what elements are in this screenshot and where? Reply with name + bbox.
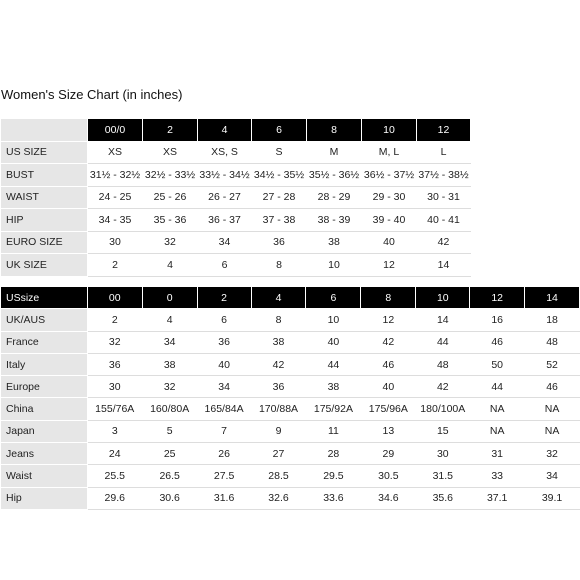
table-row bbox=[1, 398, 580, 420]
table-cell: XS, S bbox=[198, 141, 252, 164]
row-label: HIP bbox=[1, 209, 88, 232]
column-header: 4 bbox=[198, 119, 252, 142]
table-cell: 34 - 35 bbox=[88, 209, 143, 232]
column-header: 12 bbox=[417, 119, 471, 142]
row-label: UK/AUS bbox=[1, 309, 88, 331]
table-cell: 32.6 bbox=[251, 487, 306, 509]
table-cell: 38 bbox=[251, 331, 306, 353]
table-cell: 12 bbox=[362, 254, 417, 277]
corner-cell bbox=[1, 119, 88, 142]
table-cell: 38 bbox=[142, 353, 197, 375]
table-row bbox=[1, 231, 471, 254]
table-cell: 180/100A bbox=[416, 398, 470, 420]
table-cell: 6 bbox=[197, 309, 251, 331]
table-cell: 38 bbox=[306, 376, 361, 398]
table-cell: 28.5 bbox=[251, 465, 306, 487]
corner-cell: USsize bbox=[1, 287, 88, 309]
table-row bbox=[1, 209, 471, 232]
table-cell: 28 bbox=[306, 443, 361, 465]
table-cell: S bbox=[252, 141, 307, 164]
table-cell: 36 bbox=[87, 353, 142, 375]
table-cell: XS bbox=[143, 141, 198, 164]
header-row bbox=[1, 287, 580, 309]
table-row bbox=[1, 443, 580, 465]
table-cell: 28 - 29 bbox=[307, 186, 362, 209]
column-header: 12 bbox=[470, 287, 525, 309]
table-cell: 12 bbox=[361, 309, 416, 331]
table-cell: 36½ - 37½ bbox=[362, 164, 417, 187]
row-label: WAIST bbox=[1, 186, 88, 209]
table-cell: 8 bbox=[251, 309, 306, 331]
table-cell: 36 bbox=[197, 331, 251, 353]
table-cell: 40 bbox=[197, 353, 251, 375]
table-cell: 27.5 bbox=[197, 465, 251, 487]
table-row bbox=[1, 331, 580, 353]
table-cell: 42 bbox=[417, 231, 471, 254]
table-cell: 37½ - 38½ bbox=[417, 164, 471, 187]
table-cell: 35½ - 36½ bbox=[307, 164, 362, 187]
size-chart-table-us bbox=[0, 118, 471, 277]
table-cell: 16 bbox=[470, 309, 525, 331]
table-cell: 36 bbox=[252, 231, 307, 254]
table-cell: 175/92A bbox=[306, 398, 361, 420]
table-cell: 18 bbox=[525, 309, 580, 331]
table-cell: 13 bbox=[361, 420, 416, 442]
row-label: US SIZE bbox=[1, 141, 88, 164]
table-cell: 10 bbox=[306, 309, 361, 331]
table-cell: L bbox=[417, 141, 471, 164]
table-row bbox=[1, 309, 580, 331]
table-cell: 33½ - 34½ bbox=[198, 164, 252, 187]
column-header: 00/0 bbox=[88, 119, 143, 142]
table-cell: 30 bbox=[88, 231, 143, 254]
table-cell: 40 bbox=[361, 376, 416, 398]
table-cell: 9 bbox=[251, 420, 306, 442]
table-cell: 10 bbox=[307, 254, 362, 277]
table-cell: 4 bbox=[142, 309, 197, 331]
header-row bbox=[1, 119, 471, 142]
table-cell: 175/96A bbox=[361, 398, 416, 420]
table-cell: 34.6 bbox=[361, 487, 416, 509]
table-cell: 31½ - 32½ bbox=[88, 164, 143, 187]
size-chart-table-international bbox=[0, 286, 580, 510]
row-label: Waist bbox=[1, 465, 88, 487]
table-cell: 160/80A bbox=[142, 398, 197, 420]
table-cell: 39 - 40 bbox=[362, 209, 417, 232]
column-header: 2 bbox=[197, 287, 251, 309]
row-label: BUST bbox=[1, 164, 88, 187]
table-cell: 170/88A bbox=[251, 398, 306, 420]
table-cell: 32½ - 33½ bbox=[143, 164, 198, 187]
page-title: Women's Size Chart (in inches) bbox=[1, 87, 183, 102]
table-cell: 40 bbox=[362, 231, 417, 254]
table-cell: 29 - 30 bbox=[362, 186, 417, 209]
table-row bbox=[1, 186, 471, 209]
table-cell: 26 - 27 bbox=[198, 186, 252, 209]
table-row bbox=[1, 141, 471, 164]
table-row bbox=[1, 487, 580, 509]
table-cell: 6 bbox=[198, 254, 252, 277]
table-cell: 39.1 bbox=[525, 487, 580, 509]
table-cell: 38 - 39 bbox=[307, 209, 362, 232]
table-cell: 15 bbox=[416, 420, 470, 442]
table-cell: 7 bbox=[197, 420, 251, 442]
table-row bbox=[1, 465, 580, 487]
table-cell: 44 bbox=[416, 331, 470, 353]
table-cell: 30 bbox=[87, 376, 142, 398]
table-cell: 37 - 38 bbox=[252, 209, 307, 232]
table-cell: NA bbox=[525, 420, 580, 442]
table-cell: 38 bbox=[307, 231, 362, 254]
table-cell: 155/76A bbox=[87, 398, 142, 420]
table-cell: 32 bbox=[525, 443, 580, 465]
row-label: Italy bbox=[1, 353, 88, 375]
table-cell: 2 bbox=[88, 254, 143, 277]
table-cell: 32 bbox=[142, 376, 197, 398]
table-cell: NA bbox=[470, 398, 525, 420]
column-header: 6 bbox=[252, 119, 307, 142]
table-cell: 31.6 bbox=[197, 487, 251, 509]
table-cell: 26.5 bbox=[142, 465, 197, 487]
table-cell: 25 bbox=[142, 443, 197, 465]
table-cell: NA bbox=[525, 398, 580, 420]
table-cell: 31 bbox=[470, 443, 525, 465]
table-cell: 29.6 bbox=[87, 487, 142, 509]
table-cell: 37.1 bbox=[470, 487, 525, 509]
table-cell: 8 bbox=[252, 254, 307, 277]
table-cell: 36 bbox=[251, 376, 306, 398]
row-label: EURO SIZE bbox=[1, 231, 88, 254]
table-cell: 25 - 26 bbox=[143, 186, 198, 209]
table-row bbox=[1, 164, 471, 187]
table-cell: 44 bbox=[470, 376, 525, 398]
column-header: 4 bbox=[251, 287, 306, 309]
table-row bbox=[1, 420, 580, 442]
table-cell: 46 bbox=[361, 353, 416, 375]
table-cell: NA bbox=[470, 420, 525, 442]
table-cell: 27 bbox=[251, 443, 306, 465]
table-cell: 36 - 37 bbox=[198, 209, 252, 232]
row-label: Hip bbox=[1, 487, 88, 509]
table-cell: 25.5 bbox=[87, 465, 142, 487]
table-cell: 2 bbox=[87, 309, 142, 331]
column-header: 00 bbox=[87, 287, 142, 309]
table-cell: 33 bbox=[470, 465, 525, 487]
table-cell: 32 bbox=[143, 231, 198, 254]
column-header: 10 bbox=[416, 287, 470, 309]
table-cell: 35.6 bbox=[416, 487, 470, 509]
table-cell: 34½ - 35½ bbox=[252, 164, 307, 187]
table-cell: 33.6 bbox=[306, 487, 361, 509]
table-cell: 30 - 31 bbox=[417, 186, 471, 209]
table-cell: 11 bbox=[306, 420, 361, 442]
table-cell: 24 - 25 bbox=[88, 186, 143, 209]
table-cell: 34 bbox=[198, 231, 252, 254]
row-label: UK SIZE bbox=[1, 254, 88, 277]
table-cell: 34 bbox=[197, 376, 251, 398]
table-cell: 50 bbox=[470, 353, 525, 375]
table-cell: 31.5 bbox=[416, 465, 470, 487]
table-cell: 26 bbox=[197, 443, 251, 465]
row-label: China bbox=[1, 398, 88, 420]
table-cell: 30 bbox=[416, 443, 470, 465]
column-header: 0 bbox=[142, 287, 197, 309]
table-cell: 42 bbox=[251, 353, 306, 375]
table-cell: 24 bbox=[87, 443, 142, 465]
table-cell: 35 - 36 bbox=[143, 209, 198, 232]
table-cell: 32 bbox=[87, 331, 142, 353]
table-cell: 3 bbox=[87, 420, 142, 442]
table-row bbox=[1, 376, 580, 398]
table-cell: 42 bbox=[361, 331, 416, 353]
column-header: 6 bbox=[306, 287, 361, 309]
column-header: 8 bbox=[361, 287, 416, 309]
table-cell: 48 bbox=[525, 331, 580, 353]
row-label: France bbox=[1, 331, 88, 353]
table-cell: 30.6 bbox=[142, 487, 197, 509]
table-cell: 5 bbox=[142, 420, 197, 442]
table-row bbox=[1, 353, 580, 375]
column-header: 8 bbox=[307, 119, 362, 142]
table-cell: 165/84A bbox=[197, 398, 251, 420]
table-cell: 42 bbox=[416, 376, 470, 398]
table-cell: 29.5 bbox=[306, 465, 361, 487]
table-cell: 14 bbox=[417, 254, 471, 277]
column-header: 2 bbox=[143, 119, 198, 142]
table-cell: 34 bbox=[142, 331, 197, 353]
table-cell: 40 - 41 bbox=[417, 209, 471, 232]
table-cell: 44 bbox=[306, 353, 361, 375]
column-header: 14 bbox=[525, 287, 580, 309]
table-cell: 52 bbox=[525, 353, 580, 375]
table-cell: 30.5 bbox=[361, 465, 416, 487]
table-cell: XS bbox=[88, 141, 143, 164]
table-row bbox=[1, 254, 471, 277]
table-cell: M bbox=[307, 141, 362, 164]
table-cell: M, L bbox=[362, 141, 417, 164]
row-label: Japan bbox=[1, 420, 88, 442]
table-cell: 48 bbox=[416, 353, 470, 375]
table-cell: 14 bbox=[416, 309, 470, 331]
table-cell: 40 bbox=[306, 331, 361, 353]
table-cell: 29 bbox=[361, 443, 416, 465]
table-cell: 4 bbox=[143, 254, 198, 277]
row-label: Jeans bbox=[1, 443, 88, 465]
column-header: 10 bbox=[362, 119, 417, 142]
table-cell: 46 bbox=[470, 331, 525, 353]
row-label: Europe bbox=[1, 376, 88, 398]
table-cell: 46 bbox=[525, 376, 580, 398]
table-cell: 27 - 28 bbox=[252, 186, 307, 209]
table-cell: 34 bbox=[525, 465, 580, 487]
